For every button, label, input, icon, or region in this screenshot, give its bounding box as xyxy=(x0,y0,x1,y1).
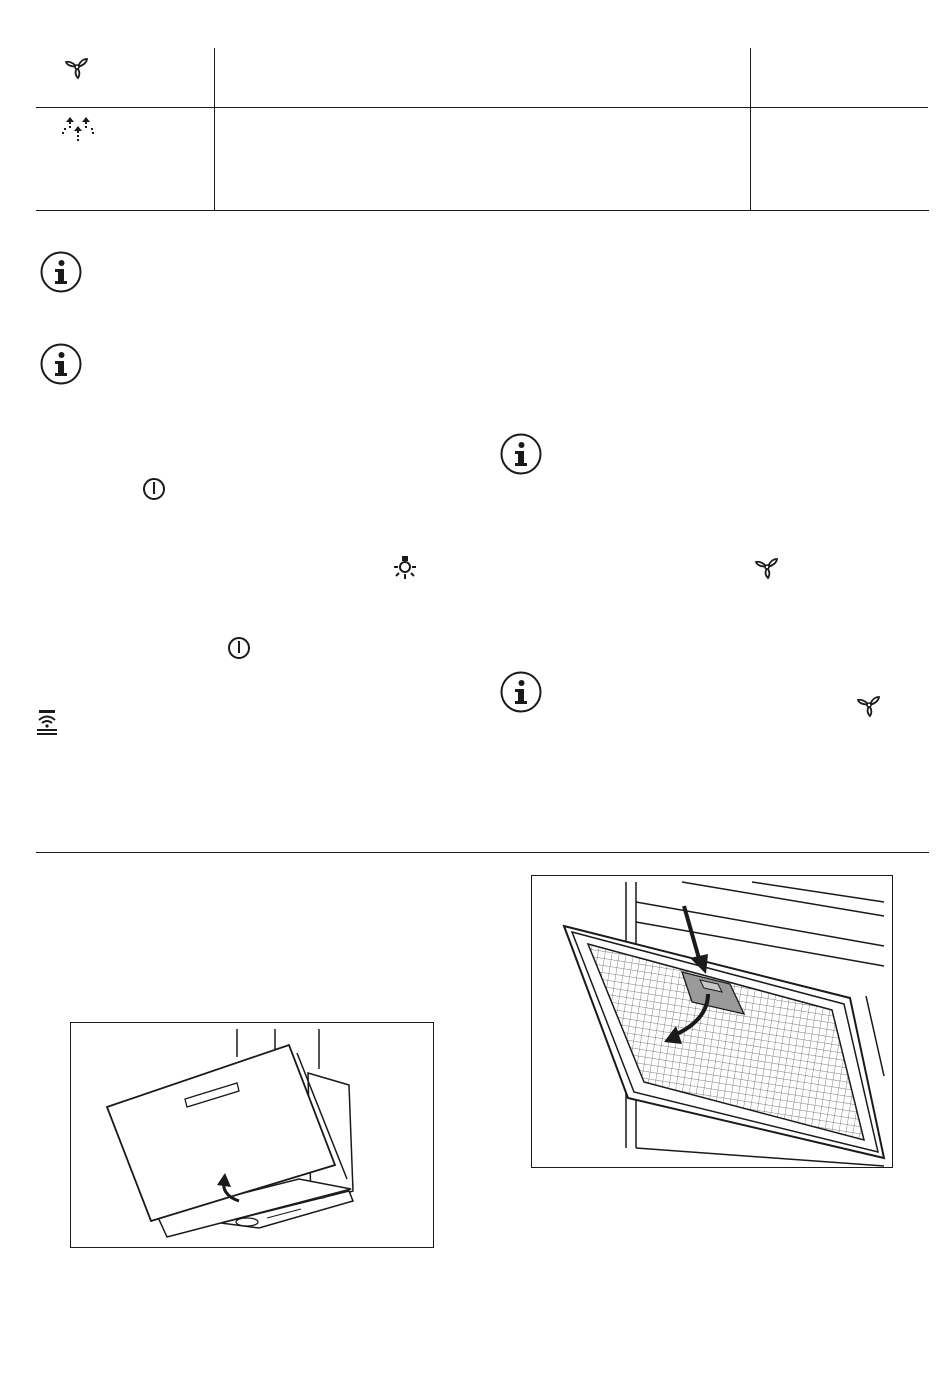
power-icon xyxy=(227,636,251,660)
fan-icon xyxy=(754,556,780,580)
table-bottom-border xyxy=(36,210,929,211)
fan-icon xyxy=(64,56,90,80)
info-icon xyxy=(40,251,82,293)
fan-icon xyxy=(856,694,882,718)
hood-panel-open-illustration xyxy=(70,1022,434,1248)
info-icon xyxy=(500,671,542,713)
power-icon xyxy=(142,477,166,501)
grease-filter-removal-illustration xyxy=(531,875,893,1168)
section-divider xyxy=(36,852,929,853)
hob-hood-icon xyxy=(36,710,58,736)
table-column-divider xyxy=(750,48,751,211)
boost-arrows-icon xyxy=(62,114,94,142)
light-icon xyxy=(392,555,418,581)
info-icon xyxy=(40,343,82,385)
table-column-divider xyxy=(214,48,215,211)
table-row-divider xyxy=(36,107,928,108)
info-icon xyxy=(500,433,542,475)
